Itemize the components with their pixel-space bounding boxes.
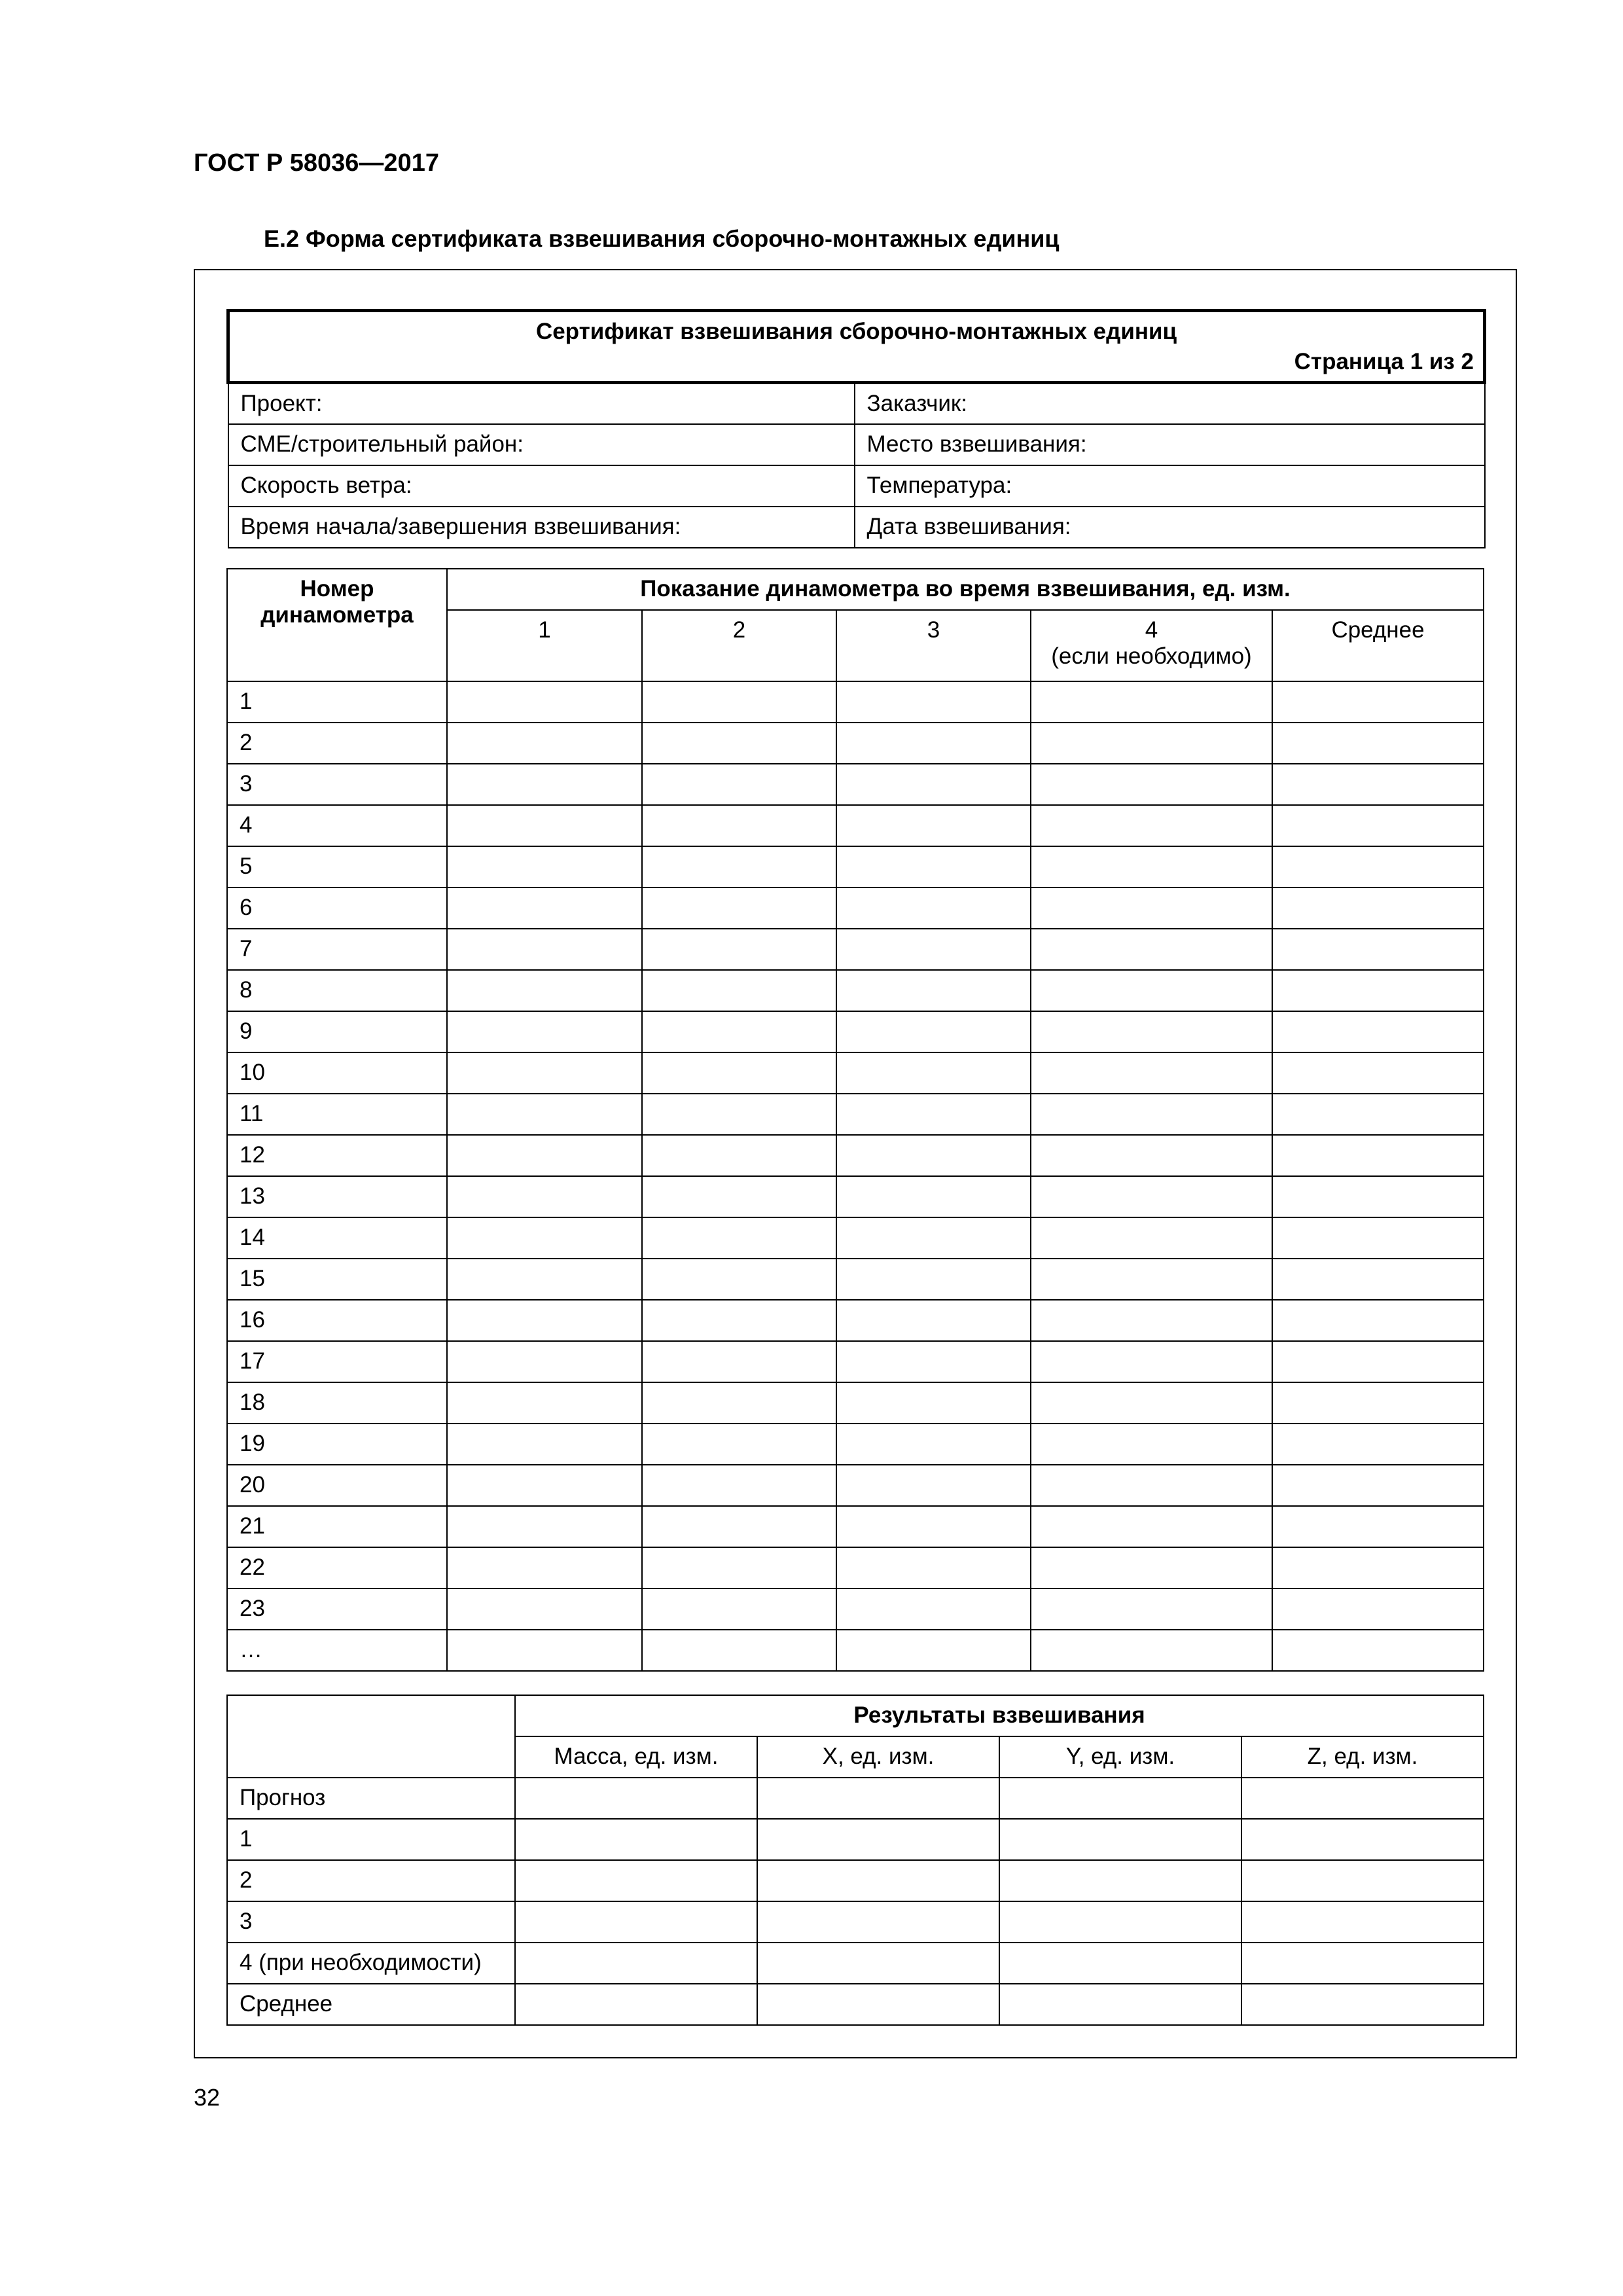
reading-entry-cell[interactable] [1272, 1424, 1484, 1465]
result-row-label: Среднее [227, 1984, 515, 2025]
reading-entry-cell[interactable] [1031, 1588, 1272, 1630]
reading-entry-cell[interactable] [642, 1588, 836, 1630]
reading-entry-cell[interactable] [1031, 846, 1272, 888]
reading-entry-cell[interactable] [1031, 1341, 1272, 1382]
dynamometer-number-cell: 13 [227, 1176, 447, 1217]
reading-entry-cell[interactable] [1272, 1506, 1484, 1547]
reading-entry-cell[interactable] [836, 1341, 1031, 1382]
reading-entry-cell[interactable] [642, 1506, 836, 1547]
reading-entry-cell[interactable] [1272, 929, 1484, 970]
field-weighing-time[interactable]: Время начала/завершения взвешивания: [228, 507, 855, 548]
sub-header-reading-4-note: (если необходимо) [1051, 643, 1252, 670]
reading-entry-cell[interactable] [836, 1135, 1031, 1176]
reading-entry-cell[interactable] [642, 1547, 836, 1588]
result-entry-cell[interactable] [515, 1943, 757, 1984]
reading-entry-cell[interactable] [1031, 970, 1272, 1011]
reading-entry-cell[interactable] [447, 1630, 642, 1671]
reading-entry-cell[interactable] [642, 970, 836, 1011]
dynamometer-number-cell: 4 [227, 805, 447, 846]
reading-entry-cell[interactable] [642, 1094, 836, 1135]
reading-entry-cell[interactable] [1272, 805, 1484, 846]
result-entry-cell[interactable] [1241, 1984, 1484, 2025]
dynamometer-number-cell: 8 [227, 970, 447, 1011]
reading-entry-cell[interactable] [1031, 723, 1272, 764]
reading-entry-cell[interactable] [1031, 1135, 1272, 1176]
reading-entry-cell[interactable] [1031, 1011, 1272, 1052]
reading-entry-cell[interactable] [642, 1135, 836, 1176]
reading-entry-cell[interactable] [642, 1382, 836, 1424]
reading-entry-cell[interactable] [642, 1300, 836, 1341]
field-project[interactable]: Проект: [228, 383, 855, 424]
reading-entry-cell[interactable] [1272, 1259, 1484, 1300]
table-row [227, 1300, 1484, 1341]
reading-entry-cell[interactable] [642, 929, 836, 970]
reading-entry-cell[interactable] [836, 681, 1031, 723]
reading-entry-cell[interactable] [1031, 1300, 1272, 1341]
sub-header-reading-4 [1031, 610, 1272, 681]
dynamometer-number-cell: 17 [227, 1341, 447, 1382]
reading-entry-cell[interactable] [1031, 681, 1272, 723]
table-row [227, 1135, 1484, 1176]
reading-entry-cell[interactable] [642, 1424, 836, 1465]
reading-entry-cell[interactable] [1272, 764, 1484, 805]
reading-entry-cell[interactable] [1031, 764, 1272, 805]
reading-entry-cell[interactable] [836, 1588, 1031, 1630]
reading-entry-cell[interactable] [1272, 723, 1484, 764]
reading-entry-cell[interactable] [447, 1011, 642, 1052]
table-row [227, 888, 1484, 929]
dynamometer-number-cell: 21 [227, 1506, 447, 1547]
result-entry-cell[interactable] [999, 1984, 1241, 2025]
result-entry-cell[interactable] [757, 1943, 999, 1984]
result-entry-cell[interactable] [515, 1984, 757, 2025]
field-weighing-date[interactable]: Дата взвешивания: [855, 507, 1485, 548]
reading-entry-cell[interactable] [447, 1135, 642, 1176]
sub-header-x: X, ед. изм. [757, 1736, 999, 1778]
reading-entry-cell[interactable] [447, 846, 642, 888]
reading-entry-cell[interactable] [642, 888, 836, 929]
dynamometer-number-cell: 3 [227, 764, 447, 805]
reading-entry-cell[interactable] [1272, 1465, 1484, 1506]
sub-header-reading-1: 1 [447, 610, 642, 681]
table-row [227, 1943, 1484, 1984]
reading-entry-cell[interactable] [836, 1259, 1031, 1300]
dynamometer-number-cell: 20 [227, 1465, 447, 1506]
reading-entry-cell[interactable] [1031, 1424, 1272, 1465]
reading-entry-cell[interactable] [836, 970, 1031, 1011]
reading-entry-cell[interactable] [447, 1176, 642, 1217]
table-row [227, 970, 1484, 1011]
weighing-results-table [226, 1695, 1484, 2026]
table-row [227, 1094, 1484, 1135]
reading-entry-cell[interactable] [642, 1011, 836, 1052]
reading-entry-cell[interactable] [642, 1052, 836, 1094]
table-row [227, 1259, 1484, 1300]
reading-entry-cell[interactable] [836, 764, 1031, 805]
result-row-label: 3 [227, 1901, 515, 1943]
dynamometer-number-cell: 16 [227, 1300, 447, 1341]
dynamometer-number-cell: 22 [227, 1547, 447, 1588]
reading-entry-cell[interactable] [642, 846, 836, 888]
result-entry-cell[interactable] [757, 1819, 999, 1860]
table-row [227, 723, 1484, 764]
reading-entry-cell[interactable] [642, 805, 836, 846]
reading-entry-cell[interactable] [836, 1465, 1031, 1506]
field-customer[interactable]: Заказчик: [855, 383, 1485, 424]
reading-entry-cell[interactable] [1272, 1588, 1484, 1630]
table-row [227, 1052, 1484, 1094]
reading-entry-cell[interactable] [447, 681, 642, 723]
reading-entry-cell[interactable] [1031, 1506, 1272, 1547]
result-entry-cell[interactable] [515, 1901, 757, 1943]
reading-entry-cell[interactable] [836, 1630, 1031, 1671]
reading-entry-cell[interactable] [447, 1506, 642, 1547]
col-header-dynamometer-number [227, 569, 447, 681]
reading-entry-cell[interactable] [1031, 929, 1272, 970]
reading-entry-cell[interactable] [642, 1176, 836, 1217]
reading-entry-cell[interactable] [1031, 1217, 1272, 1259]
reading-entry-cell[interactable] [836, 1094, 1031, 1135]
reading-entry-cell[interactable] [447, 1300, 642, 1341]
table-row [227, 805, 1484, 846]
reading-entry-cell[interactable] [836, 1052, 1031, 1094]
table-row [227, 1819, 1484, 1860]
reading-entry-cell[interactable] [447, 1547, 642, 1588]
reading-entry-cell[interactable] [447, 1052, 642, 1094]
result-entry-cell[interactable] [515, 1860, 757, 1901]
col-header-number-line1: Номер [300, 576, 374, 601]
dynamometer-readings-table [226, 568, 1484, 1672]
reading-entry-cell[interactable] [1031, 1259, 1272, 1300]
reading-entry-cell[interactable] [447, 1424, 642, 1465]
reading-entry-cell[interactable] [447, 1382, 642, 1424]
certificate-header-table [226, 309, 1486, 548]
reading-entry-cell[interactable] [836, 1217, 1031, 1259]
reading-entry-cell[interactable] [447, 723, 642, 764]
field-weighing-place[interactable]: Место взвешивания: [855, 424, 1485, 465]
reading-entry-cell[interactable] [642, 1465, 836, 1506]
reading-entry-cell[interactable] [836, 1506, 1031, 1547]
reading-entry-cell[interactable] [836, 888, 1031, 929]
reading-entry-cell[interactable] [447, 1588, 642, 1630]
reading-entry-cell[interactable] [1272, 1217, 1484, 1259]
dynamometer-number-cell: 2 [227, 723, 447, 764]
col-header-number-line2: динамометра [260, 602, 414, 628]
dynamometer-number-cell: 11 [227, 1094, 447, 1135]
results-corner-cell [227, 1695, 515, 1778]
table-row [227, 1217, 1484, 1259]
dynamometer-number-cell: 14 [227, 1217, 447, 1259]
sub-header-reading-4-label: 4 [1145, 617, 1158, 643]
dynamometer-number-cell: 23 [227, 1588, 447, 1630]
table-row [227, 1382, 1484, 1424]
reading-entry-cell[interactable] [1031, 1176, 1272, 1217]
table-row [227, 1588, 1484, 1630]
result-entry-cell[interactable] [757, 1984, 999, 2025]
certificate-title-cell [228, 311, 1485, 383]
table-row [227, 681, 1484, 723]
reading-entry-cell[interactable] [836, 805, 1031, 846]
result-entry-cell[interactable] [1241, 1778, 1484, 1819]
field-construction-area[interactable]: СМЕ/строительный район: [228, 424, 855, 465]
reading-entry-cell[interactable] [1272, 1135, 1484, 1176]
table-row [227, 1901, 1484, 1943]
reading-entry-cell[interactable] [1272, 1176, 1484, 1217]
field-temperature[interactable]: Температура: [855, 465, 1485, 507]
document-id: ГОСТ Р 58036—2017 [194, 149, 439, 177]
reading-entry-cell[interactable] [1031, 805, 1272, 846]
table-row [227, 1984, 1484, 2025]
reading-entry-cell[interactable] [447, 1341, 642, 1382]
result-row-label: Прогноз [227, 1778, 515, 1819]
table-row [227, 1506, 1484, 1547]
reading-entry-cell[interactable] [1031, 888, 1272, 929]
result-row-label: 4 (при необходимости) [227, 1943, 515, 1984]
reading-entry-cell[interactable] [642, 1341, 836, 1382]
reading-entry-cell[interactable] [1272, 1382, 1484, 1424]
reading-entry-cell[interactable] [447, 805, 642, 846]
reading-entry-cell[interactable] [1031, 1465, 1272, 1506]
reading-entry-cell[interactable] [836, 723, 1031, 764]
reading-entry-cell[interactable] [1272, 1630, 1484, 1671]
dynamometer-number-cell: 5 [227, 846, 447, 888]
reading-entry-cell[interactable] [447, 1465, 642, 1506]
reading-entry-cell[interactable] [642, 1259, 836, 1300]
result-entry-cell[interactable] [1241, 1819, 1484, 1860]
reading-entry-cell[interactable] [836, 1547, 1031, 1588]
result-entry-cell[interactable] [1241, 1943, 1484, 1984]
dynamometer-number-cell: 1 [227, 681, 447, 723]
table-row [227, 846, 1484, 888]
sub-header-y: Y, ед. изм. [999, 1736, 1241, 1778]
table-row [227, 1465, 1484, 1506]
readings-group-header: Показание динамометра во время взвешивания, ед. изм. [447, 569, 1484, 610]
sub-header-average: Среднее [1272, 610, 1484, 681]
reading-entry-cell[interactable] [447, 1217, 642, 1259]
dynamometer-number-cell: 12 [227, 1135, 447, 1176]
reading-entry-cell[interactable] [447, 1259, 642, 1300]
table-row [227, 1778, 1484, 1819]
table-row [227, 929, 1484, 970]
reading-entry-cell[interactable] [1272, 1011, 1484, 1052]
result-entry-cell[interactable] [757, 1860, 999, 1901]
reading-entry-cell[interactable] [1031, 1094, 1272, 1135]
dynamometer-number-cell: … [227, 1630, 447, 1671]
reading-entry-cell[interactable] [836, 1382, 1031, 1424]
result-entry-cell[interactable] [999, 1901, 1241, 1943]
table-row [227, 1860, 1484, 1901]
reading-entry-cell[interactable] [1272, 1094, 1484, 1135]
reading-entry-cell[interactable] [1031, 1052, 1272, 1094]
dynamometer-number-cell: 10 [227, 1052, 447, 1094]
reading-entry-cell[interactable] [1272, 970, 1484, 1011]
section-title: Е.2 Форма сертификата взвешивания сборочно-монтажных единиц [264, 225, 1060, 252]
result-entry-cell[interactable] [999, 1819, 1241, 1860]
sub-header-mass: Масса, ед. изм. [515, 1736, 757, 1778]
result-entry-cell[interactable] [999, 1860, 1241, 1901]
dynamometer-number-cell: 6 [227, 888, 447, 929]
sub-header-reading-3: 3 [836, 610, 1031, 681]
table-row [227, 1176, 1484, 1217]
reading-entry-cell[interactable] [1272, 888, 1484, 929]
reading-entry-cell[interactable] [1272, 681, 1484, 723]
reading-entry-cell[interactable] [447, 970, 642, 1011]
sub-header-reading-2: 2 [642, 610, 836, 681]
result-entry-cell[interactable] [515, 1778, 757, 1819]
reading-entry-cell[interactable] [1031, 1630, 1272, 1671]
page-number: 32 [194, 2084, 221, 2111]
table-row [227, 1011, 1484, 1052]
result-entry-cell[interactable] [999, 1778, 1241, 1819]
reading-entry-cell[interactable] [836, 846, 1031, 888]
reading-entry-cell[interactable] [1031, 1382, 1272, 1424]
reading-entry-cell[interactable] [836, 1176, 1031, 1217]
result-entry-cell[interactable] [757, 1778, 999, 1819]
results-group-header: Результаты взвешивания [515, 1695, 1484, 1736]
table-row [227, 764, 1484, 805]
reading-entry-cell[interactable] [836, 1424, 1031, 1465]
reading-entry-cell[interactable] [1272, 1300, 1484, 1341]
result-entry-cell[interactable] [999, 1943, 1241, 1984]
sub-header-z: Z, ед. изм. [1241, 1736, 1484, 1778]
table-row [227, 1424, 1484, 1465]
table-row [227, 1341, 1484, 1382]
result-entry-cell[interactable] [1241, 1860, 1484, 1901]
reading-entry-cell[interactable] [1031, 1547, 1272, 1588]
reading-entry-cell[interactable] [642, 1217, 836, 1259]
page-indicator: Страница 1 из 2 [1294, 349, 1474, 374]
reading-entry-cell[interactable] [642, 723, 836, 764]
dynamometer-number-cell: 18 [227, 1382, 447, 1424]
result-row-label: 1 [227, 1819, 515, 1860]
reading-entry-cell[interactable] [447, 888, 642, 929]
reading-entry-cell[interactable] [642, 764, 836, 805]
result-row-label: 2 [227, 1860, 515, 1901]
reading-entry-cell[interactable] [836, 1011, 1031, 1052]
reading-entry-cell[interactable] [447, 1094, 642, 1135]
dynamometer-number-cell: 7 [227, 929, 447, 970]
reading-entry-cell[interactable] [1272, 1547, 1484, 1588]
reading-entry-cell[interactable] [642, 1630, 836, 1671]
reading-entry-cell[interactable] [1272, 1341, 1484, 1382]
reading-entry-cell[interactable] [447, 764, 642, 805]
reading-entry-cell[interactable] [642, 681, 836, 723]
result-entry-cell[interactable] [757, 1901, 999, 1943]
table-row [227, 1630, 1484, 1671]
reading-entry-cell[interactable] [1272, 846, 1484, 888]
result-entry-cell[interactable] [515, 1819, 757, 1860]
dynamometer-number-cell: 19 [227, 1424, 447, 1465]
reading-entry-cell[interactable] [1272, 1052, 1484, 1094]
table-row [227, 1547, 1484, 1588]
result-entry-cell[interactable] [1241, 1901, 1484, 1943]
reading-entry-cell[interactable] [447, 929, 642, 970]
dynamometer-number-cell: 9 [227, 1011, 447, 1052]
reading-entry-cell[interactable] [836, 929, 1031, 970]
certificate-title: Сертификат взвешивания сборочно-монтажных единиц [535, 319, 1177, 344]
dynamometer-number-cell: 15 [227, 1259, 447, 1300]
field-wind-speed[interactable]: Скорость ветра: [228, 465, 855, 507]
reading-entry-cell[interactable] [836, 1300, 1031, 1341]
